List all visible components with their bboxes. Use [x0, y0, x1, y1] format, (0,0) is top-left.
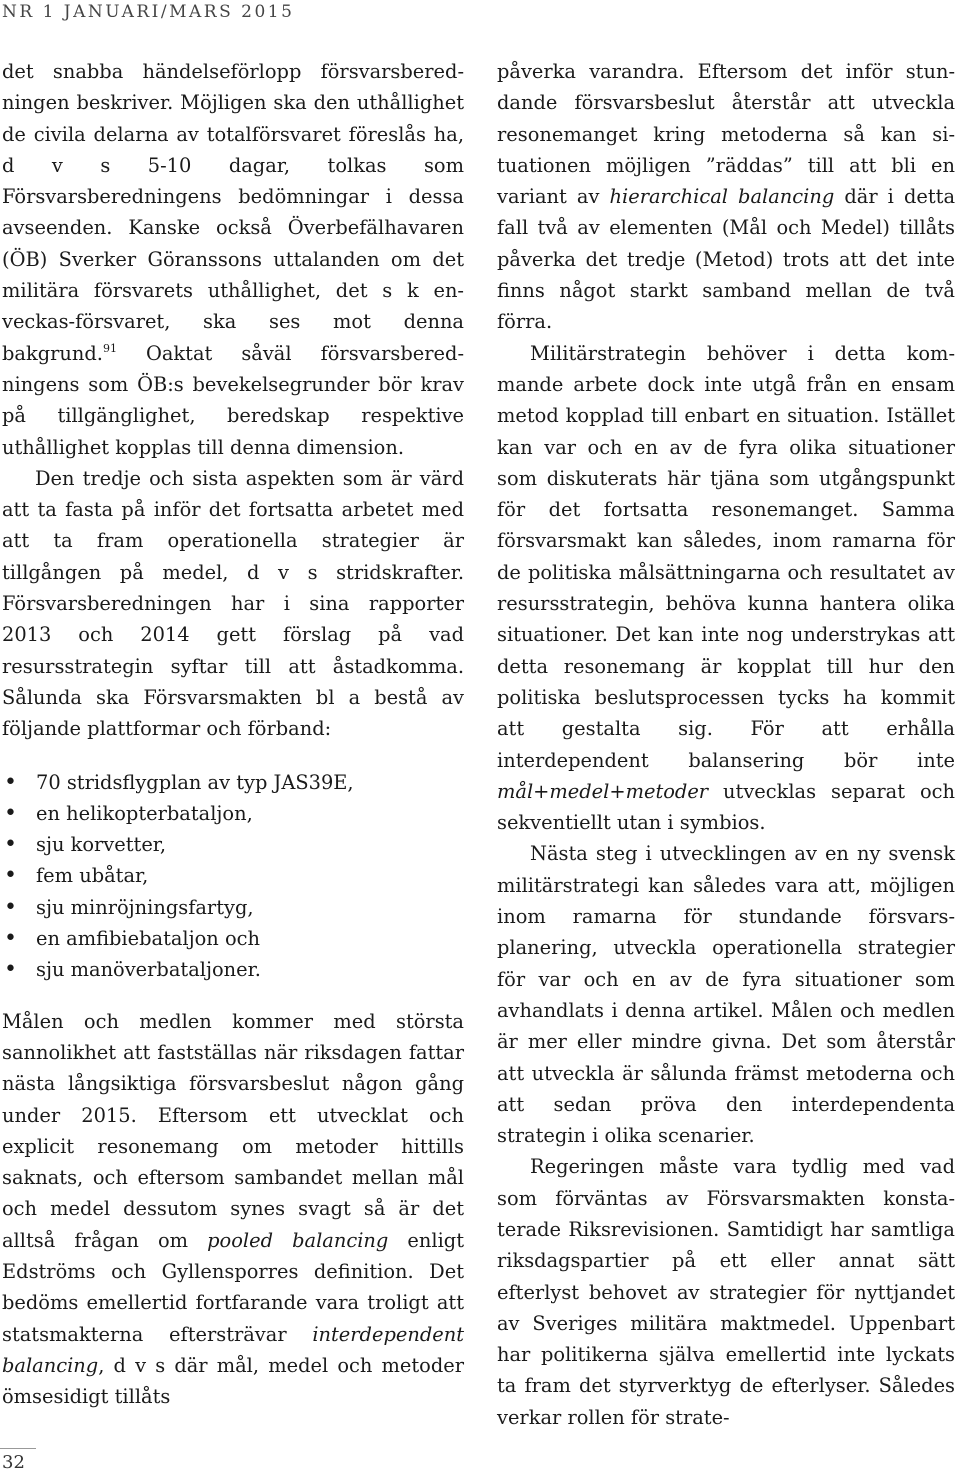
paragraph-6: Nästa steg i utvecklingen av en ny svensk militärstrategi kan således vara att, möjligen inom ramarna för stundande försvarsplanering, utveckla operationella strategier för var och en av de fyra situationer som avhandlats i denna artikel. Målen och medlen är mer eller mindre givna. Det som återstår att utveckla är sålunda främst metoderna och att sedan pröva den interdependenta strategin i olika scenarier. [497, 842, 955, 1148]
italic-term: mål+medel+metoder [497, 779, 709, 803]
left-column [2, 56, 464, 1412]
list-item: • en helikopterbataljon, [2, 798, 464, 829]
text: där i detta fall två av elementen (Mål och Medel) tillåts påverka det tredje (Metod) trots att det inte finns något starkt samband mellan de två förra. [497, 185, 955, 334]
list-item: • sju korvetter, [2, 829, 464, 860]
page-number: 32 [2, 1452, 25, 1473]
paragraph-5 [497, 338, 955, 839]
list-item: • en amfibiebataljon och [2, 923, 464, 954]
text: Militärstrategin behöver i detta kommande arbete dock inte utgå från en ensam metod kopplad till enbart en situation. Istället kan var och en av de fyra olika situationer som diskuterats här tjäna som utgångspunkt för det fortsatta resonemanget. Samma försvarsmakt kan således, inom ramarna för de politiska målsättningarna och resultatet av resursstrategin, behöva kunna hantera olika situationer. Det kan inte nog understrykas att detta resonemang är kopplat till hur den politiska beslutsprocessen tycks ha kommit att gestalta sig. För att erhålla interdependent balansering bör inte [497, 341, 955, 772]
right-column [497, 56, 955, 1433]
italic-term: pooled balancing [207, 1228, 389, 1252]
paragraph-1 [2, 56, 464, 463]
text: Oaktat såväl försvarsberedningens som ÖB:s bevekelsegrunder bör krav på tillgänglighet, beredskap respektive uthållighet kopplas till denna dimension. [2, 341, 464, 459]
list-item: • sju manöverbataljoner. [2, 954, 464, 985]
text: det snabba händelseförlopp försvarsberedningen beskriver. Möjligen ska den uthållighet de civila delarna av totalförsvaret föreslås ha, d v s 5-10 dagar, tolkas som Försvarsberedningens bedömningar i dessa avseenden. Kanske också Överbefälhavaren (ÖB) Sverker Göranssons uttalanden om det militära försvarets uthållighet, det s k en-veckas-försvaret, ska ses mot denna bakgrund. [2, 60, 464, 365]
text: utvecklas separat och sekventiellt utan i symbios. [497, 779, 955, 835]
text: påverka varandra. Eftersom det inför stundande försvarsbeslut återstår att utveckla resonemanget kring metoderna så kan situationen möjligen ”räddas” till att bli en variant av [497, 60, 955, 209]
forces-list [2, 767, 464, 986]
italic-term: interdependent balancing [2, 1322, 464, 1377]
paragraph-2: Den tredje och sista aspekten som är värd att ta fasta på inför det fortsatta arbetet med att ta fram operationella strategier är tillgången på medel, d v s stridskrafter. Försvarsberedningen har i sina rapporter 2013 och 2014 gett förslag på vad resursstrategin syftar till att åstadkomma. Sålunda ska Försvarsmakten bl a bestå av följande plattformar och förband: [2, 466, 464, 741]
footnote-ref[interactable]: 91 [102, 341, 117, 355]
paragraph-3 [2, 1006, 464, 1413]
list-item: • 70 stridsflygplan av typ JAS39E, [2, 767, 464, 798]
footer-rule [0, 1448, 36, 1449]
list-item: • sju minröjningsfartyg, [2, 892, 464, 923]
list-item: • fem ubåtar, [2, 860, 464, 891]
paragraph-7: Regeringen måste vara tydlig med vad som förväntas av Försvarsmakten konstaterade Riksrevisionen. Samtidigt har samtliga riksdagspartier på ett eller annat sätt efterlyst behovet av strategier för nyttjandet av Sveriges militära maktmedel. Uppenbart har politikerna själva emellertid inte lyckats ta fram det styrverktyg de efterlyser. Således verkar rollen för strate- [497, 1155, 955, 1429]
running-header: NR 1 JANUARI/MARS 2015 [2, 2, 295, 22]
italic-term: hierarchical balancing [609, 185, 835, 209]
text: , d v s där mål, medel och metoder ömsesidigt tillåts [2, 1353, 464, 1409]
text: Målen och medlen kommer med största sannolikhet att fastställas när riksdagen fattar nästa långsiktiga försvarsbeslut någon gång under 2015. Eftersom ett utvecklat och explicit resonemang om metoder hittills saknats, och eftersom sambandet mellan mål och medel dessutom synes svagt så är det alltså frågan om [2, 1009, 464, 1252]
paragraph-4 [497, 56, 955, 338]
text: enligt Edströms och Gyllensporres definition. Det bedöms emellertid fortfarande vara troligt att statsmakterna eftersträvar [2, 1228, 464, 1346]
